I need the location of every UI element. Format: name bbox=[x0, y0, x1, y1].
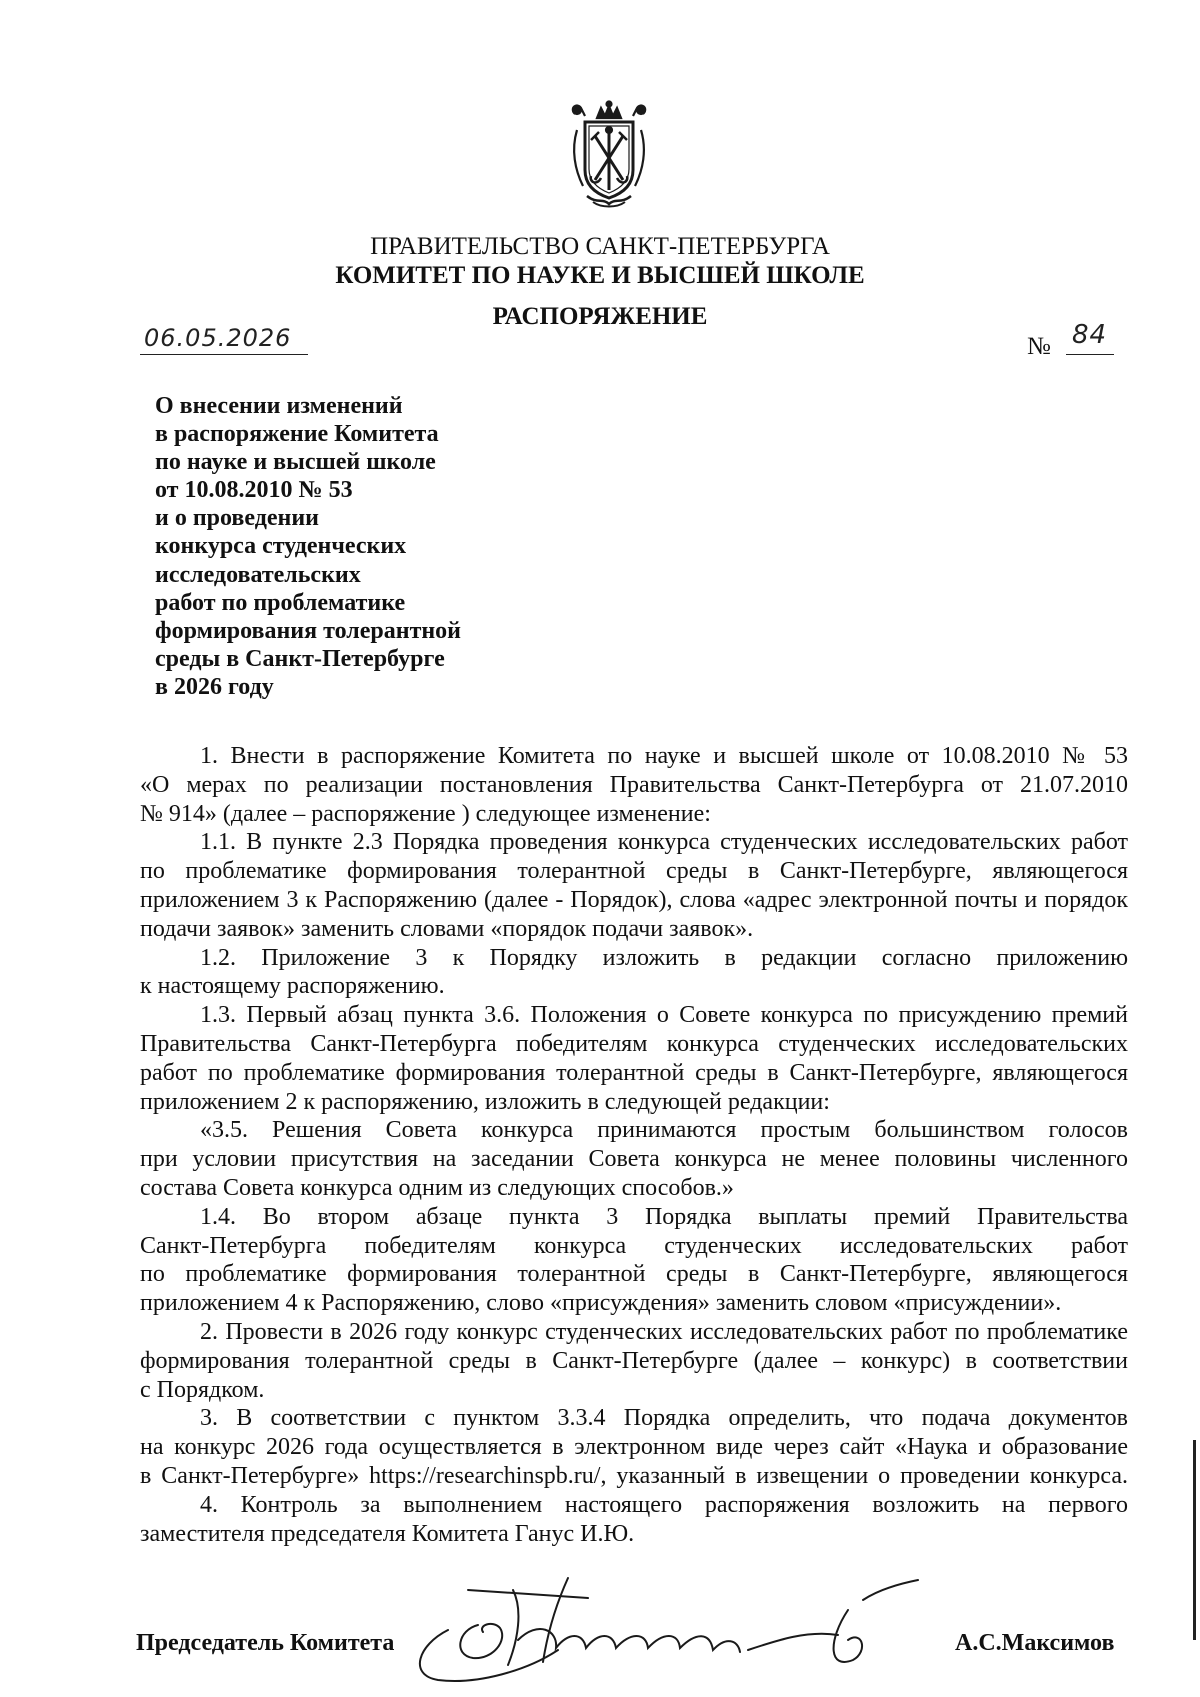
body-line: состава Совета конкурса одним из следующих способов.» bbox=[140, 1174, 734, 1201]
signatory-title: Председатель Комитета bbox=[136, 1630, 395, 1656]
number-handwritten: 84 bbox=[1072, 320, 1108, 350]
document-subject bbox=[155, 392, 495, 701]
body-line: по проблематике формирования толерантной среды в Санкт-Петербурге, являющегося bbox=[140, 1261, 1128, 1288]
body-line: подачи заявок» заменить словами «порядок подачи заявок». bbox=[140, 915, 754, 942]
body-line: заместителя председателя Комитета Ганус И.Ю. bbox=[140, 1520, 635, 1547]
signatory-name: А.С.Максимов bbox=[955, 1630, 1115, 1656]
scan-edge-line bbox=[1193, 1440, 1196, 1640]
body-line: Правительства Санкт-Петербурга победителям конкурса студенческих исследовательских bbox=[140, 1030, 1128, 1057]
body-line: по проблематике формирования толерантной среды в Санкт-Петербурге, являющегося bbox=[140, 858, 1128, 885]
body-line: 2. Провести в 2026 году конкурс студенческих исследовательских работ по проблематике bbox=[200, 1318, 1128, 1345]
body-line: приложением 4 к Распоряжению, слово «присуждения» заменить словом «присуждении». bbox=[140, 1290, 1062, 1317]
subject-line: конкурса студенческих bbox=[155, 533, 407, 560]
subject-line: и о проведении bbox=[155, 505, 319, 532]
body-line: к настоящему распоряжению. bbox=[140, 973, 445, 1000]
subject-line: среды в Санкт-Петербурге bbox=[155, 645, 445, 672]
body-line: 3. В соответствии с пунктом 3.3.4 Порядка определить, что подача документов bbox=[200, 1405, 1128, 1432]
body-line: приложением 3 к Распоряжению (далее - Порядок), слова «адрес электронной почты и порядок bbox=[140, 886, 1128, 913]
body-line: 1.3. Первый абзац пункта 3.6. Положения о Совете конкурса по присуждению премий bbox=[200, 1002, 1128, 1029]
body-line: «О мерах по реализации постановления Правительства Санкт-Петербурга от 21.07.2010 bbox=[140, 771, 1128, 798]
body-line: приложением 2 к распоряжению, изложить в следующей редакции: bbox=[140, 1088, 830, 1115]
date-handwritten: 06.05.2026 bbox=[144, 324, 292, 352]
subject-line: в распоряжение Комитета bbox=[155, 421, 439, 448]
handwritten-signature bbox=[408, 1570, 1008, 1690]
document-date bbox=[140, 324, 308, 355]
body-line: 4. Контроль за выполнением настоящего распоряжения возложить на первого bbox=[200, 1491, 1128, 1518]
document-body bbox=[140, 742, 1128, 1548]
body-line: работ по проблематике формирования толерантной среды в Санкт-Петербурге, являющегося bbox=[140, 1059, 1128, 1086]
body-line: формирования толерантной среды в Санкт-Петербурге (далее – конкурс) в соответствии bbox=[140, 1347, 1128, 1374]
subject-line: по науке и высшей школе bbox=[155, 449, 436, 476]
body-line: 1.2. Приложение 3 к Порядку изложить в редакции согласно приложению bbox=[200, 944, 1128, 971]
document-type: РАСПОРЯЖЕНИЕ bbox=[492, 303, 708, 330]
subject-line: в 2026 году bbox=[155, 673, 274, 700]
number-label: № bbox=[1027, 333, 1051, 360]
body-line: «3.5. Решения Совета конкурса принимаются простым большинством голосов bbox=[200, 1117, 1128, 1144]
body-line: Санкт-Петербурга победителям конкурса студенческих исследовательских работ bbox=[140, 1232, 1128, 1259]
body-line: при условии присутствия на заседании Совета конкурса не менее половины численного bbox=[140, 1146, 1128, 1173]
coat-of-arms-icon bbox=[563, 100, 655, 210]
body-line: 1. Внести в распоряжение Комитета по науке и высшей школе от 10.08.2010 № 53 bbox=[200, 743, 1128, 769]
body-line: № 914» (далее – распоряжение ) следующее изменение: bbox=[140, 800, 711, 827]
committee-name: КОМИТЕТ ПО НАУКЕ И ВЫСШЕЙ ШКОЛЕ bbox=[335, 262, 865, 289]
body-line: в Санкт-Петербурге» https://researchinspb.ru/, указанный в извещении о проведении конкурса. bbox=[140, 1462, 1128, 1489]
subject-line: работ по проблематике bbox=[155, 589, 406, 616]
subject-line: от 10.08.2010 № 53 bbox=[155, 477, 353, 504]
body-line: с Порядком. bbox=[140, 1376, 265, 1403]
body-line: 1.4. Во втором абзаце пункта 3 Порядка выплаты премий Правительства bbox=[200, 1203, 1128, 1230]
body-line: 1.1. В пункте 2.3 Порядка проведения конкурса студенческих исследовательских работ bbox=[200, 829, 1128, 856]
government-name: ПРАВИТЕЛЬСТВО САНКТ-ПЕТЕРБУРГА bbox=[370, 233, 830, 260]
body-line: на конкурс 2026 года осуществляется в электронном виде через сайт «Наука и образование bbox=[140, 1434, 1128, 1461]
subject-line: формирования толерантной bbox=[155, 617, 462, 644]
document-number bbox=[1066, 320, 1114, 355]
subject-line: исследовательских bbox=[155, 561, 361, 588]
subject-line: О внесении изменений bbox=[155, 393, 403, 419]
